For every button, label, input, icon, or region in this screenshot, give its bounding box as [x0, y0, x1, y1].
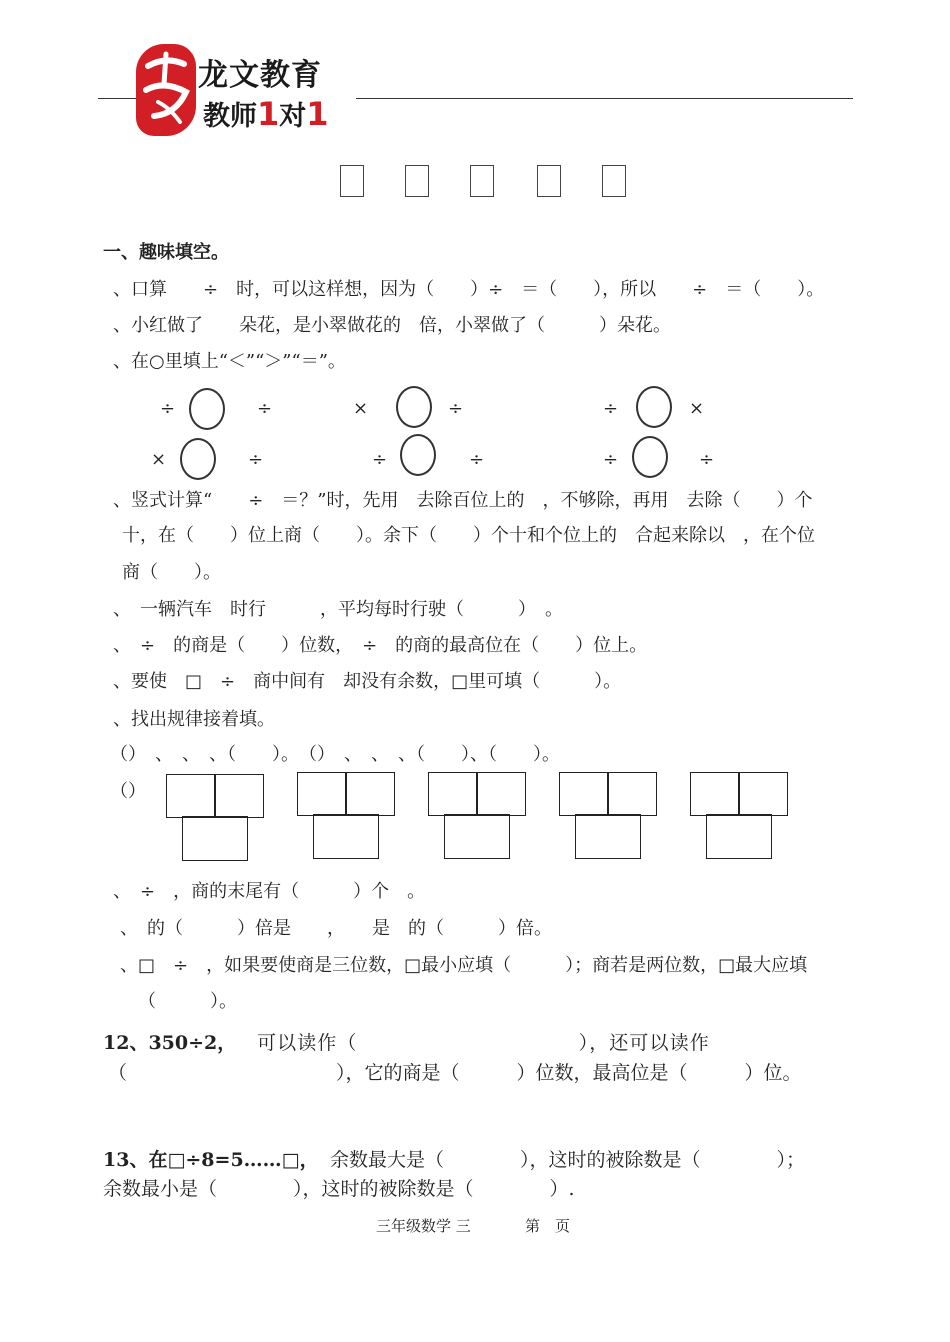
compare-op: ÷ — [603, 398, 619, 419]
compare-op: ÷ — [160, 398, 176, 419]
compare-circle-5[interactable] — [400, 434, 436, 476]
compare-op: ÷ — [248, 449, 264, 470]
logo-title: 龙文教育 — [198, 58, 322, 93]
question-4-line-1: 、竖式计算“ ÷ ＝？”时，先用 去除百位上的 ，不够除，再用 去除（ ）个 — [113, 490, 813, 511]
compare-circle-4[interactable] — [180, 438, 216, 480]
compare-circle-1[interactable] — [189, 388, 225, 430]
compare-op: × — [151, 449, 167, 470]
footer-grade: 三年级数学 三 — [376, 1217, 471, 1235]
question-11-line-2: （ ）。 — [138, 991, 237, 1012]
question-5: 、 一辆汽车 时行 ，平均每时行驶（ ） 。 — [113, 599, 563, 620]
compare-op: × — [689, 398, 705, 419]
title-glyph-2 — [405, 165, 429, 197]
question-4-line-2: 十，在（ ）位上商（ ）。余下（ ）个十和个位上的 合起来除以 ，在个位 — [122, 525, 815, 546]
title-glyph-5 — [602, 165, 626, 197]
question-10: 、 的（ ）倍是 ， 是 的（ ）倍。 — [120, 918, 552, 939]
logo-subtitle-a: 教师 — [203, 101, 257, 132]
question-11-line-1: 、□ ÷ ，如果要使商是三位数，□最小应填（ ）；商若是两位数，□最大应填 — [120, 955, 808, 976]
question-8-sequence: （） 、 、 、（ ）。 （） 、 、 、（ ）、（ ）。 — [110, 744, 560, 765]
logo-seal-icon — [136, 44, 196, 136]
compare-op: ÷ — [448, 398, 464, 419]
question-13-prefix: 13、在□÷8=5……□， — [103, 1149, 319, 1171]
question-8: 、找出规律接着填。 — [113, 709, 275, 730]
question-12-line-2: （ ），它的商是（ ）位数，最高位是（ ）位。 — [108, 1062, 802, 1084]
header-rule-left — [98, 98, 138, 99]
title-glyph-4 — [537, 165, 561, 197]
question-4-line-3: 商（ ）。 — [122, 562, 221, 583]
compare-op: ÷ — [372, 449, 388, 470]
question-8-boxes-label: （） — [110, 781, 146, 802]
question-9: 、 ÷ ，商的末尾有（ ）个 。 — [113, 881, 426, 902]
logo-subtitle — [203, 94, 329, 133]
question-7: 、要使 □ ÷ 商中间有 却没有余数，□里可填（ ）。 — [113, 671, 622, 692]
compare-op: ÷ — [257, 398, 273, 419]
compare-circle-6[interactable] — [632, 436, 668, 478]
question-1: 、口算 ÷ 时，可以这样想，因为（ ）÷ ＝（ ），所以 ÷ ＝（ ）。 — [113, 279, 825, 300]
compare-op: ÷ — [603, 449, 619, 470]
logo-num-1: 1 — [257, 95, 280, 133]
footer-page: 第 页 — [525, 1217, 571, 1235]
title-glyph-3 — [470, 165, 494, 197]
compare-op: ÷ — [469, 449, 485, 470]
question-13-line-2: 余数最小是（ ），这时的被除数是（ ）. — [103, 1178, 575, 1200]
section-heading: 一、趣味填空。 — [103, 242, 229, 263]
question-12-prefix: 12、350÷2， — [103, 1032, 237, 1054]
question-13-line-1: 余数最大是（ ），这时的被除数是（ ）； — [330, 1149, 806, 1171]
compare-circle-3[interactable] — [636, 386, 672, 428]
question-2: 、小红做了 朵花，是小翠做花的 倍，小翠做了（ ）朵花。 — [113, 315, 671, 336]
header-rule-right — [356, 98, 853, 99]
question-12-line-1: 可以读作（ ），还可以读作 — [257, 1032, 710, 1054]
compare-op: × — [353, 398, 369, 419]
question-6: 、 ÷ 的商是（ ）位数， ÷ 的商的最高位在（ ）位上。 — [113, 635, 648, 656]
compare-op: ÷ — [699, 449, 715, 470]
title-glyph-1 — [340, 165, 364, 197]
logo-num-2: 1 — [306, 95, 329, 133]
question-3: 、在○里填上“＜”“＞”“＝”。 — [113, 351, 346, 372]
logo-subtitle-mid: 对 — [279, 101, 307, 132]
compare-circle-2[interactable] — [396, 386, 432, 428]
